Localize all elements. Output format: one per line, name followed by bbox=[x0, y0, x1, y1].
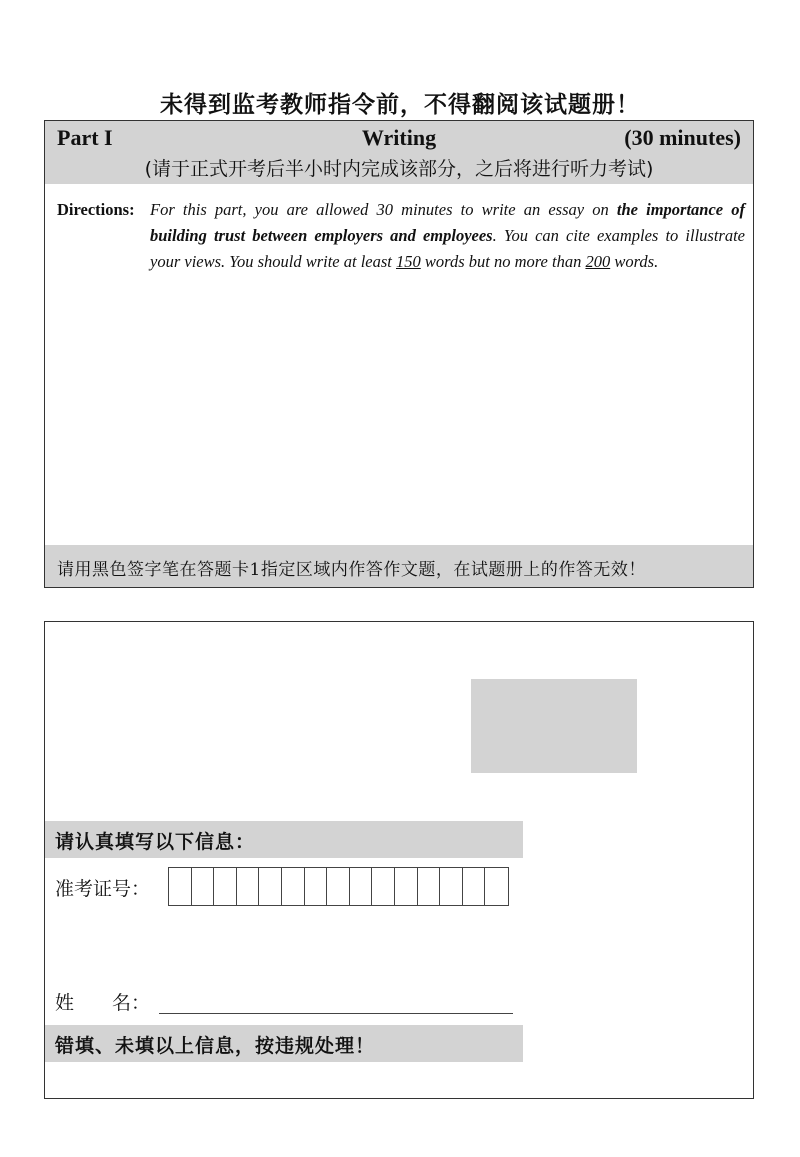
section-subtitle: (请于正式开考后半小时内完成该部分，之后将进行听力考试) bbox=[144, 158, 654, 180]
exam-id-cell[interactable] bbox=[440, 868, 463, 905]
directions-label: Directions: bbox=[57, 200, 135, 219]
directions-text bbox=[150, 197, 745, 275]
answer-instruction-bar bbox=[45, 545, 753, 587]
directions-text-part: For this part, you are allowed 30 minutes to write an essay on bbox=[150, 200, 617, 219]
section-header bbox=[45, 121, 753, 184]
section-title: Writing bbox=[361, 125, 437, 150]
directions bbox=[57, 197, 745, 275]
penalty-bar bbox=[45, 1025, 523, 1062]
essay-topic: the importance of building trust between employers and employees bbox=[150, 200, 746, 245]
exam-id-cell[interactable] bbox=[214, 868, 237, 905]
max-words: 200 bbox=[585, 252, 611, 271]
exam-id-cell[interactable] bbox=[192, 868, 215, 905]
exam-id-cell[interactable] bbox=[259, 868, 282, 905]
exam-id-cell[interactable] bbox=[237, 868, 260, 905]
exam-id-cell[interactable] bbox=[418, 868, 441, 905]
name-field[interactable] bbox=[159, 1013, 513, 1014]
part-label: Part I bbox=[57, 125, 113, 150]
exam-id-cell[interactable] bbox=[372, 868, 395, 905]
directions-text-part: words but no more than bbox=[420, 252, 586, 271]
answer-instruction: 请用黑色签字笔在答题卡1指定区域内作答作文题，在试题册上的作答无效！ bbox=[57, 560, 646, 580]
exam-id-cell[interactable] bbox=[305, 868, 328, 905]
penalty-note: 错填、未填以上信息，按违规处理！ bbox=[55, 1035, 376, 1057]
exam-id-cell[interactable] bbox=[485, 868, 508, 905]
name-label: 姓 名： bbox=[55, 992, 151, 1014]
fill-prompt: 请认真填写以下信息： bbox=[55, 831, 256, 853]
time-label: (30 minutes) bbox=[624, 125, 741, 150]
exam-id-cell[interactable] bbox=[327, 868, 350, 905]
exam-id-cell[interactable] bbox=[282, 868, 305, 905]
min-words: 150 bbox=[396, 252, 421, 271]
directions-text-part: words. bbox=[610, 252, 659, 271]
exam-id-cell[interactable] bbox=[395, 868, 418, 905]
top-warning: 未得到监考教师指令前，不得翻阅该试题册！ bbox=[160, 92, 640, 118]
fill-prompt-bar bbox=[45, 821, 523, 858]
exam-id-grid[interactable] bbox=[168, 867, 509, 906]
exam-id-cell[interactable] bbox=[169, 868, 192, 905]
exam-id-cell[interactable] bbox=[350, 868, 373, 905]
writing-section bbox=[44, 120, 754, 588]
exam-id-cell[interactable] bbox=[463, 868, 486, 905]
directions-text-part: . You can cite examples to illustrate your views. You should write at least bbox=[150, 226, 745, 271]
exam-id-label: 准考证号： bbox=[55, 878, 151, 900]
candidate-info-section bbox=[44, 621, 754, 1099]
barcode-area bbox=[471, 679, 637, 773]
